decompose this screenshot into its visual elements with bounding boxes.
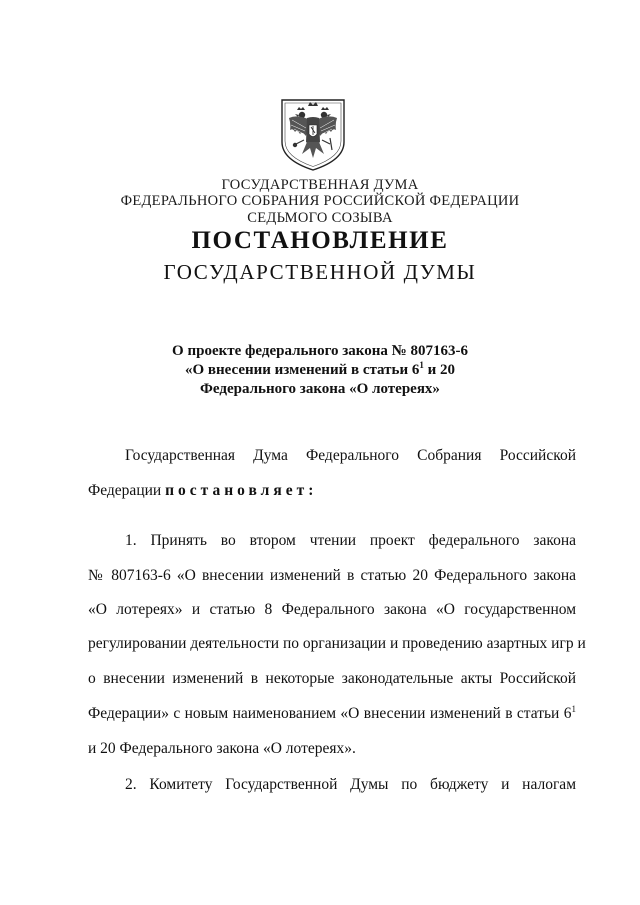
preamble-line-1: Государственная Дума Федерального Собрания Российской — [125, 447, 576, 464]
org-line-convocation: СЕДЬМОГО СОЗЫВА — [247, 210, 393, 226]
subject-line-2-text: «О внесении изменений в статьи 6 — [184, 362, 420, 378]
subject-line-2 — [0, 361, 640, 380]
org-line-federal-assembly: ФЕДЕРАЛЬНОГО СОБРАНИЯ РОССИЙСКОЙ ФЕДЕРАЦИИ — [120, 193, 520, 209]
document-type-title: ПОСТАНОВЛЕНИЕ — [191, 227, 449, 254]
paragraph-1-superscript: 1 — [571, 704, 576, 714]
org-line-state-duma: ГОСУДАРСТВЕННАЯ ДУМА — [221, 177, 419, 193]
subject-line-1: О проекте федерального закона № 807163-6 — [172, 343, 468, 359]
paragraph-1-line-7: и 20 Федерального закона «О лотереях». — [88, 740, 356, 757]
subject-line-2-tail: и 20 — [423, 362, 455, 378]
paragraph-1-line-6-text: Федерации» с новым наименованием «О внесении изменений в статьи 6 — [88, 705, 572, 722]
subject-line-3: Федерального закона «О лотереях» — [200, 381, 440, 397]
preamble-start: Федерации — [88, 482, 166, 499]
paragraph-1-line-4: регулировании деятельности по организации и проведению азартных игр и — [88, 635, 586, 652]
double-headed-eagle-icon — [280, 98, 346, 172]
preamble-line-2 — [88, 481, 317, 501]
paragraph-2-line-1: 2. Комитету Государственной Думы по бюджету и налогам — [125, 776, 576, 793]
paragraph-1-line-5: о внесении изменений в некоторые законодательные акты Российской — [88, 670, 576, 687]
paragraph-1-line-3: «О лотереях» и статью 8 Федерального закона «О государственном — [88, 601, 576, 618]
coat-of-arms-emblem — [280, 98, 346, 172]
preamble-verb: постановляет: — [165, 482, 318, 499]
paragraph-1-line-1: 1. Принять во втором чтении проект федерального закона — [125, 532, 576, 549]
document-issuer: ГОСУДАРСТВЕННОЙ ДУМЫ — [163, 260, 477, 284]
paragraph-1-line-2: № 807163-6 «О внесении изменений в статью 20 Федерального закона — [88, 567, 576, 584]
subject-superscript: 1 — [419, 360, 424, 370]
paragraph-1-line-6 — [88, 704, 576, 724]
